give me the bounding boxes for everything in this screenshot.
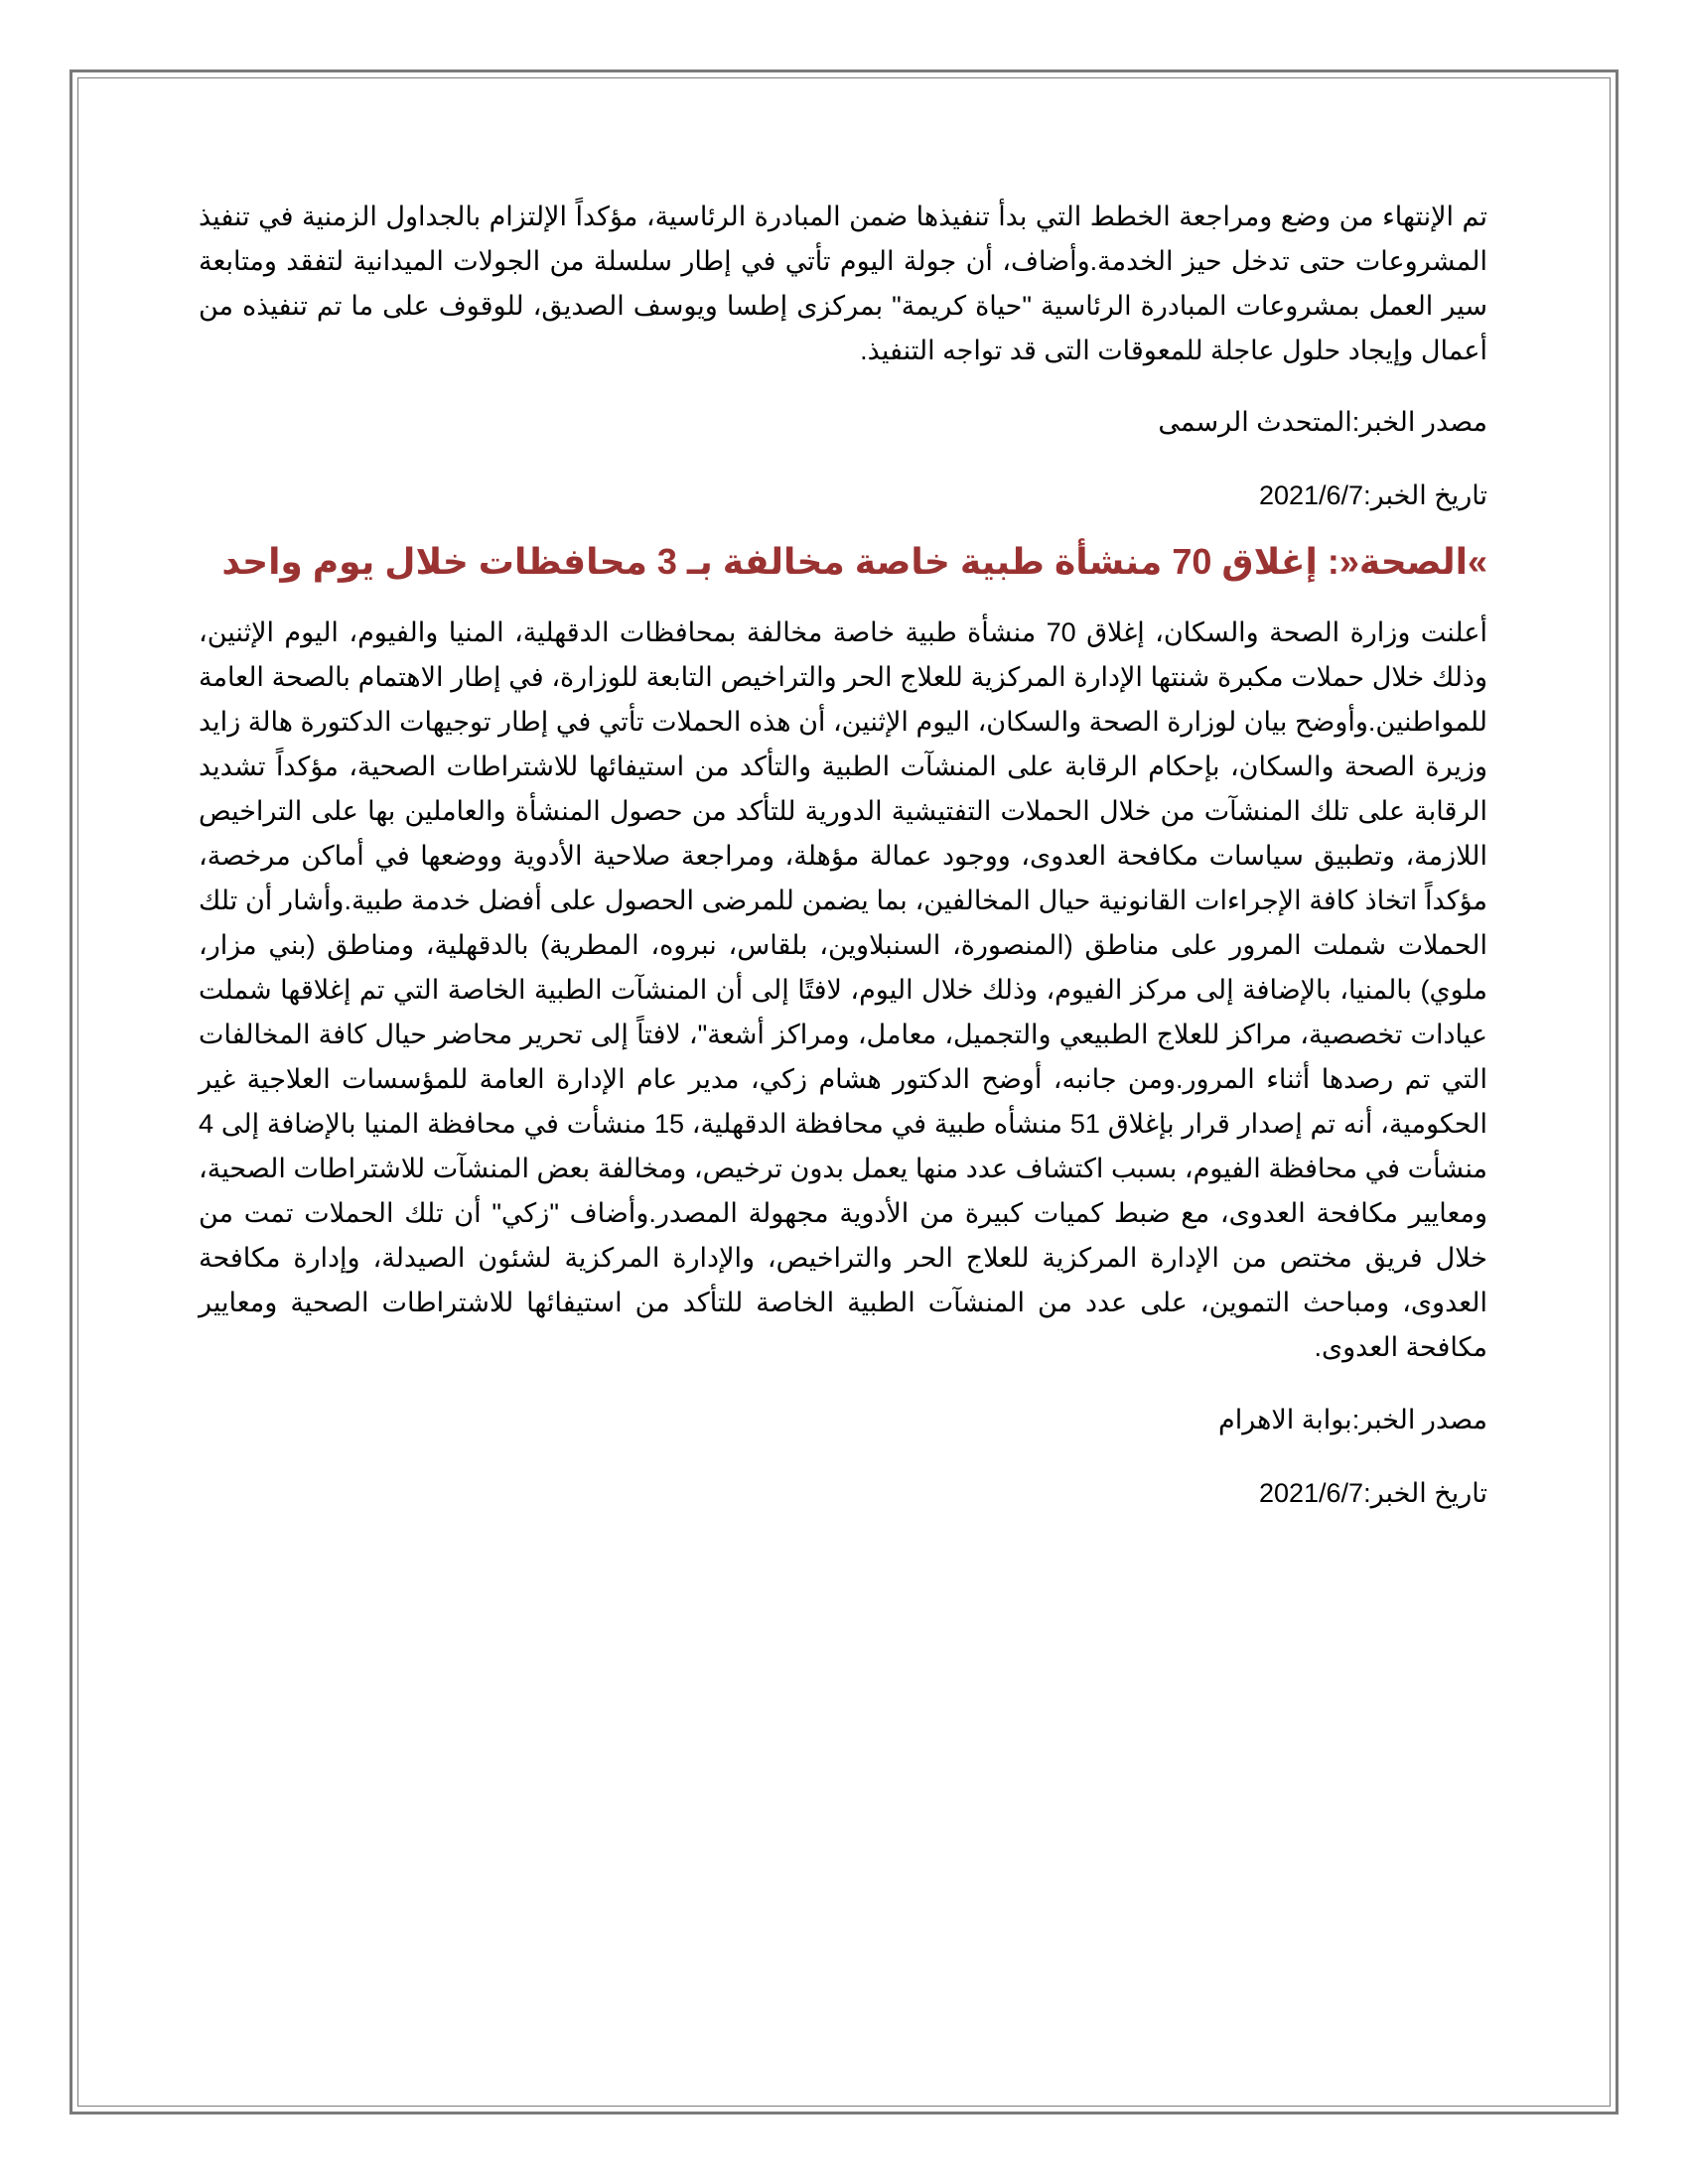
article2-source: مصدر الخبر:بوابة الاهرام	[1217, 1405, 1487, 1434]
article2-date: تاريخ الخبر:2021/6/7	[1258, 1478, 1487, 1508]
article1-body: تم الإنتهاء من وضع ومراجعة الخطط التي بدأ تنفيذها ضمن المبادرة الرئاسية، مؤكداً الإلتزام بالجداول الزمنية في تنفيذ المشروعات حتى تدخل حيز الخدمة.وأضاف، أن جولة اليوم تأتي في إطار سلسلة من الجولات الميدانية لتفقد ومتابعة سير العمل بمشروعات المبادرة الرئاسية "حياة كريمة" بمركزى إطسا ويوسف الصديق، للوقوف على ما تم تنفيذه من أعمال وإيجاد حلول عاجلة للمعوقات التى قد تواجه التنفيذ.	[199, 202, 1487, 365]
article2-headline: »الصحة«: إغلاق 70 منشأة طبية خاصة مخالفة بـ 3 محافظات خلال يوم واحد	[221, 541, 1487, 582]
article1-date: تاريخ الخبر:2021/6/7	[1258, 480, 1487, 510]
article2-body: أعلنت وزارة الصحة والسكان، إغلاق 70 منشأة طبية خاصة مخالفة بمحافظات الدقهلية، المنيا والفيوم، اليوم الإثنين، وذلك خلال حملات مكبرة شنتها الإدارة المركزية للعلاج الحر والتراخيص التابعة للوزارة، في إطار الاهتمام بالصحة العامة للمواطنين.وأوضح بيان لوزارة الصحة والسكان، اليوم الإثنين، أن هذه الحملات تأتي في إطار توجيهات الدكتورة هالة زايد وزيرة الصحة والسكان، بإحكام الرقابة على المنشآت الطبية والتأكد من استيفائها للاشتراطات الصحية، مؤكداً تشديد الرقابة على تلك المنشآت من خلال الحملات التفتيشية الدورية للتأكد من حصول المنشأة والعاملين بها على التراخيص اللازمة، وتطبيق سياسات مكافحة العدوى، ووجود عمالة مؤهلة، ومراجعة صلاحية الأدوية ووضعها في أماكن مرخصة، مؤكداً اتخاذ كافة الإجراءات القانونية حيال المخالفين، بما يضمن للمرضى الحصول على أفضل خدمة طبية.وأشار أن تلك الحملات شملت المرور على مناطق (المنصورة، السنبلاوين، بلقاس، نبروه، المطرية) بالدقهلية، ومناطق (بني مزار، ملوي) بالمنيا، بالإضافة إلى مركز الفيوم، وذلك خلال اليوم، لافتًا إلى أن المنشآت الطبية الخاصة التي تم إغلاقها شملت عيادات تخصصية، مراكز للعلاج الطبيعي والتجميل، معامل، ومراكز أشعة"، لافتاً إلى تحرير محاضر حيال كافة المخالفات التي تم رصدها أثناء المرور.ومن جانبه، أوضح الدكتور هشام زكي، مدير عام الإدارة العامة للمؤسسات العلاجية غير الحكومية، أنه تم إصدار قرار بإغلاق 51 منشأه طبية في محافظة الدقهلية، 15 منشأت في محافظة المنيا بالإضافة إلى 4 منشأت في محافظة الفيوم، بسبب اكتشاف عدد منها يعمل بدون ترخيص، ومخالفة بعض المنشآت للاشتراطات الصحية، ومعايير مكافحة العدوى، مع ضبط كميات كبيرة من الأدوية مجهولة المصدر.وأضاف "زكي" أن تلك الحملات تمت من خلال فريق مختص من الإدارة المركزية للعلاج الحر والتراخيص، والإدارة المركزية لشئون الصيدلة، وإدارة مكافحة العدوى، ومباحث التموين، على عدد من المنشآت الطبية الخاصة للتأكد من استيفائها للاشتراطات الصحية ومعايير مكافحة العدوى.	[199, 617, 1487, 1362]
article1-source: مصدر الخبر:المتحدث الرسمى	[1158, 407, 1487, 437]
document-content	[199, 195, 1487, 1513]
